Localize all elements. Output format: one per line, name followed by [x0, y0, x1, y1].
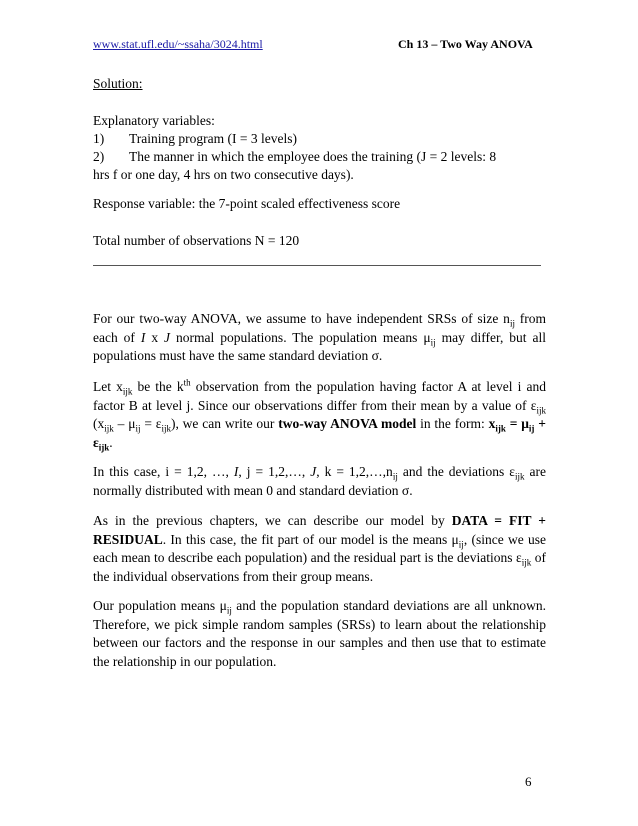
- var-1-number: 1): [93, 131, 105, 146]
- section-divider: [93, 265, 541, 266]
- explanatory-var-1: [93, 130, 546, 149]
- response-variable: Response variable: the 7-point scaled effectiveness score: [93, 196, 401, 211]
- paragraph-model: Let $x_{ijk}$ be the $k^{th}$ observation from the population having factor A at level i and factor B at level j. Since our observations differ from their mean by a value of $\varepsilon_{ijk}$ $(x_{ijk} - \mu_{ij} = \varepsilon_{ijk})$, we can write our two-way ANOVA model in the form: $x_{ijk} = \mu_{ij} + \varepsilon_{ijk}$.: [93, 377, 546, 453]
- paragraph-indices: In this case, i = 1,2, …, I, j = 1,2,…, J, $k = 1,2,\dots,n_{ij}$ and the deviations $\varepsilon_{ijk}$ are normally distributed with mean 0 and standard deviation σ.: [93, 464, 546, 498]
- var-2-text: The manner in which the employee does the training (J = 2 levels: 8: [129, 149, 497, 164]
- paragraph-data-fit-residual: As in the previous chapters, we can describe our model by DATA = FIT + RESIDUAL. In this case, the fit part of our model is the means $\mu_{ij}$, (since we use each mean to describe each population) and the residual part is the deviations $\varepsilon_{ijk}$ of the individual observations from their group means.: [93, 513, 546, 584]
- explanatory-heading: Explanatory variables:: [93, 113, 215, 128]
- header-chapter-title: Ch 13 – Two Way ANOVA: [398, 37, 533, 51]
- var-2-number: 2): [93, 149, 105, 164]
- total-observations: Total number of observations N = 120: [93, 233, 300, 248]
- paragraph-population-means: Our population means $\mu_{ij}$ and the population standard deviations are all unknown. Therefore, we pick simple random samples (SRSs) to learn about the relationship between our factors and the response in our samples and then use that to estimate the relationship in our population.: [93, 598, 546, 669]
- explanatory-var-2-continued: hrs f or one day, 4 hrs on two consecutive days).: [93, 167, 354, 182]
- paragraph-assumptions: For our two-way ANOVA, we assume to have independent SRSs of size $n_{ij}$ from each of I x J normal populations. The population means $\mu_{ij}$ may differ, but all populations must have the same standard deviation σ.: [93, 311, 546, 363]
- header-url-link[interactable]: www.stat.ufl.edu/~ssaha/3024.html: [93, 37, 263, 51]
- var-1-text: Training program (I = 3 levels): [129, 131, 297, 146]
- solution-heading: Solution:: [93, 76, 143, 91]
- explanatory-var-2: [93, 148, 546, 167]
- page-number: 6: [525, 774, 532, 789]
